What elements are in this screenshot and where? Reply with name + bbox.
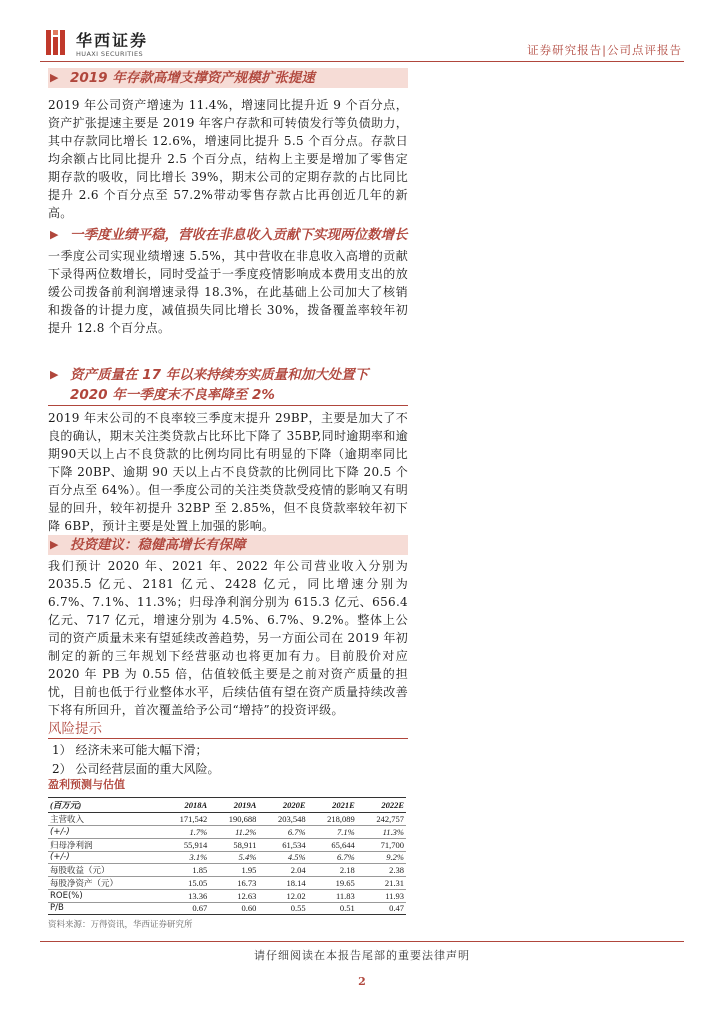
table-title: 盈利预测与估值 <box>48 778 125 791</box>
table-cell: 1.85 <box>160 864 209 877</box>
table-header-row <box>48 798 406 813</box>
table-cell: 6.7% <box>258 826 307 839</box>
table-cell: 190,688 <box>209 813 258 826</box>
row-label: 主营收入 <box>48 813 160 826</box>
table-cell: 58,911 <box>209 838 258 851</box>
section-body: 2019 年末公司的不良率较三季度末提升 29BP，主要是加大了不良的确认，期末关注类贷款占比环比下降了 35BP,同时逾期率和逾期90天以上占不良贷款的比例均同比有明显的下降（逾期率同比下降 20BP、逾期 90 天以上占不良贷款的比例同比下降 20.5 个百分点至 64%）。但一季度公司的关注类贷款受疫情的影响又有明显的回升，较年初提升 32BP 至 2.85%，但不良贷款率较年初下降 6BP，预计主要是处置上加强的影响。 <box>48 411 408 533</box>
logo-english-name: HUAXI SECURITIES <box>76 50 144 58</box>
table-cell: 0.55 <box>258 902 307 915</box>
table-cell: 12.02 <box>258 890 307 903</box>
table-cell: 21.31 <box>357 877 406 890</box>
header-divider <box>40 61 684 62</box>
section-investment-advice <box>48 535 408 719</box>
table-cell: 1.7% <box>160 826 209 839</box>
table-row <box>48 838 406 851</box>
risk-item: 1） 经济未来可能大幅下滑； <box>52 743 208 757</box>
section-body: 我们预计 2020 年、2021 年、2022 年公司营业收入分别为 2035.5 亿元、2181 亿元、2428 亿元，同比增速分别为 6.7%、7.1%、11.3%；归母净利润分别为 615.3 亿元、656.4 亿元、717 亿元，增速分别为 4.5%、6.7%、9.2%。整体上公司的资产质量未来有望延续改善趋势，另一方面公司在 2019 年初制定的新的三年规划下经营驱动也将更加有力。目前股价对应 2020 年 PB 为 0.55 倍，估值较低主要是之前对资产质量的担忧，目前也低于行业整体水平，后续估值有望在资产质量持续改善下将有所回升，首次覆盖给予公司“增持”的投资评级。 <box>48 559 408 717</box>
table-cell: 242,757 <box>357 813 406 826</box>
table-cell: 65,644 <box>308 838 357 851</box>
table-cell: 71,700 <box>357 838 406 851</box>
data-source: 资料来源：万得资讯，华西证券研究所 <box>48 920 193 930</box>
table-cell: 61,534 <box>258 838 307 851</box>
table-cell: 0.51 <box>308 902 357 915</box>
column-header: 2022E <box>357 798 406 813</box>
section-title: ▶ 2019 年存款高增支撑资产规模扩张提速 <box>48 68 408 88</box>
section-body: 2019 年公司资产增速为 11.4%，增速同比提升近 9 个百分点，资产扩张提速主要是 2019 年客户存款和可转债发行等负债助力，其中存款同比增长 12.6%，增速同比提升 5.5 个百分点。存款日均余额占比同比提升 2.5 个百分点，结构上主要是增加了零售定期存款的吸收，同比增长 39%，期末公司的定期存款的占比同比提升 2.6 个百分点至 57.2%带动零售存款占比再创近几年的新高。 <box>48 98 408 220</box>
row-label: (+/-) <box>48 826 160 839</box>
table-cell: 19.65 <box>308 877 357 890</box>
column-header: 2019A <box>209 798 258 813</box>
row-label: 每股净资产（元） <box>48 877 160 890</box>
table-cell: 16.73 <box>209 877 258 890</box>
row-label: ROE(%) <box>48 890 160 903</box>
section-deposit-growth <box>48 68 408 222</box>
table-cell: 11.2% <box>209 826 258 839</box>
table-cell: 4.5% <box>258 851 307 864</box>
risk-title: 风险提示 <box>48 717 408 739</box>
table-cell: 11.3% <box>357 826 406 839</box>
risk-item: 2） 公司经营层面的重大风险。 <box>52 762 220 776</box>
bullet-arrow-icon: ▶ <box>50 228 59 241</box>
section-title: ▶ 资产质量在 17 年以来持续夯实质量和加大处置下 2020 年一季度末不良率降至 2% <box>48 365 408 406</box>
section-risk <box>48 717 408 779</box>
table-row <box>48 877 406 890</box>
table-cell: 2.18 <box>308 864 357 877</box>
table-cell: 9.2% <box>357 851 406 864</box>
table-cell: 18.14 <box>258 877 307 890</box>
table-cell: 7.1% <box>308 826 357 839</box>
column-header: 2021E <box>308 798 357 813</box>
page-header <box>0 0 724 64</box>
table-row <box>48 813 406 826</box>
table-cell: 11.83 <box>308 890 357 903</box>
table-row <box>48 826 406 839</box>
column-header: 2018A <box>160 798 209 813</box>
table-cell: 0.47 <box>357 902 406 915</box>
legal-disclaimer: 请仔细阅读在本报告尾部的重要法律声明 <box>254 949 470 962</box>
table-cell: 203,548 <box>258 813 307 826</box>
section-title: ▶ 投资建议：稳健高增长有保障 <box>48 535 408 555</box>
section-title: ▶ 一季度业绩平稳，营收在非息收入贡献下实现两位数增长 <box>50 227 408 243</box>
section-q1-performance <box>48 225 408 337</box>
column-header: 2020E <box>258 798 307 813</box>
bullet-arrow-icon: ▶ <box>50 538 59 551</box>
row-label: P/B <box>48 902 160 915</box>
table-row <box>48 890 406 903</box>
bullet-arrow-icon: ▶ <box>50 368 59 381</box>
table-cell: 12.63 <box>209 890 258 903</box>
table-cell: 11.93 <box>357 890 406 903</box>
table-cell: 55,914 <box>160 838 209 851</box>
page-number: 2 <box>358 975 366 988</box>
financial-forecast-table <box>48 797 406 915</box>
row-label: 每股收益（元） <box>48 864 160 877</box>
table-cell: 218,089 <box>308 813 357 826</box>
table-row <box>48 902 406 915</box>
logo-chinese-name: 华西证券 <box>76 31 149 50</box>
report-type-label: 证券研究报告|公司点评报告 <box>527 43 682 57</box>
table-cell: 1.95 <box>209 864 258 877</box>
table-cell: 3.1% <box>160 851 209 864</box>
column-header: (百万元) <box>48 798 160 813</box>
table-cell: 0.60 <box>209 902 258 915</box>
table-cell: 6.7% <box>308 851 357 864</box>
table-row <box>48 851 406 864</box>
section-body: 一季度公司实现业绩增速 5.5%，其中营收在非息收入高增的贡献下录得两位数增长，同时受益于一季度疫情影响成本费用支出的放缓公司拨备前利润增速录得 18.3%，在此基础上公司加大了核销和拨备的计提力度，减值损失同比增长 30%，拨备覆盖率较年初提升 12.8 个百分点。 <box>48 249 408 335</box>
huaxi-logo-icon <box>44 27 68 57</box>
table-cell: 13.36 <box>160 890 209 903</box>
table-cell: 0.67 <box>160 902 209 915</box>
table-cell: 2.04 <box>258 864 307 877</box>
table-cell: 15.05 <box>160 877 209 890</box>
table-cell: 171,542 <box>160 813 209 826</box>
table-cell: 2.38 <box>357 864 406 877</box>
row-label: 归母净利润 <box>48 838 160 851</box>
table-cell: 5.4% <box>209 851 258 864</box>
table-row <box>48 864 406 877</box>
footer-divider <box>40 941 684 942</box>
bullet-arrow-icon: ▶ <box>50 71 59 84</box>
row-label: (+/-) <box>48 851 160 864</box>
section-asset-quality <box>48 365 408 535</box>
